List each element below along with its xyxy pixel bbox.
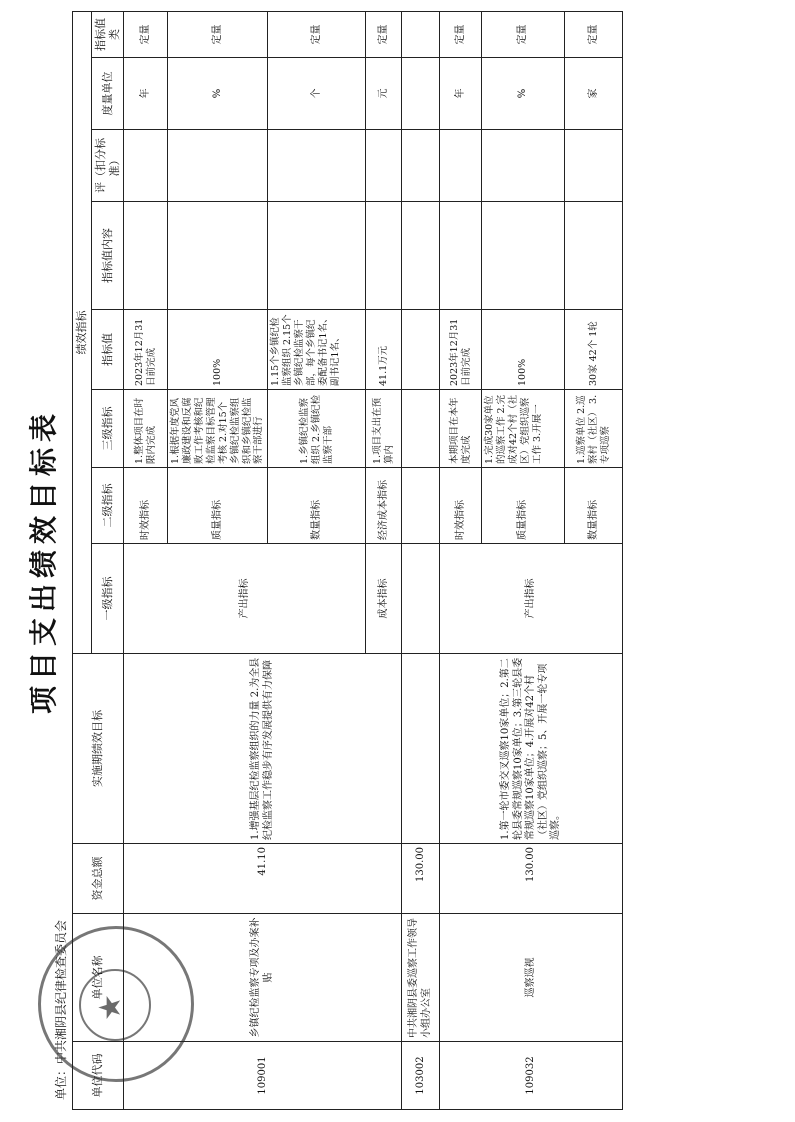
p1-r1-lvl3: 1.整体项目在时限内完成 [124, 390, 168, 468]
p1-r3-lvl3: 1.乡镇纪检监察组织 2.乡镇纪检监察干部 [268, 390, 366, 468]
p3-r1-unit: 年 [440, 58, 482, 130]
header-score: 评（扣分标准） [91, 130, 124, 202]
p3-r3-content [565, 202, 623, 310]
unit-label: 单位： [54, 1063, 68, 1100]
p3-r2-score [482, 130, 565, 202]
header-lvl2: 二级指标 [91, 468, 124, 544]
table-row [440, 12, 482, 1110]
p1-goal: 1.增强基层纪检监察组织的力量 2.为全县纪检监察工作稳步有序发展提供有力保障 [124, 654, 402, 844]
p3-r1-type: 定量 [440, 12, 482, 58]
p1-r2-unit: % [168, 58, 268, 130]
p3-r1-content [440, 202, 482, 310]
unit-name: 中共湘阴县纪律检查委员会 [54, 919, 68, 1064]
p1-r4-type: 定量 [366, 12, 402, 58]
p1-r1-type: 定量 [124, 12, 168, 58]
p1-lvl1-output: 产出指标 [124, 544, 366, 654]
p3-r1-lvl2: 时效指标 [440, 468, 482, 544]
p1-r1-content [124, 202, 168, 310]
header-type: 指标值类 [91, 12, 124, 58]
p3-r3-unit: 家 [565, 58, 623, 130]
p1-r1-lvl2: 时效指标 [124, 468, 168, 544]
p3-r3-lvl3: 1.巡察单位 2.巡察村（社区） 3.专项巡察 [565, 390, 623, 468]
header-lvl1: 一级指标 [91, 544, 124, 654]
header-perf: 绩效指标 [73, 12, 92, 654]
p1-r4-unit: 元 [366, 58, 402, 130]
p1-r3-content [268, 202, 366, 310]
p3-r2-value: 100% [482, 310, 565, 390]
p1-lvl1-cost: 成本指标 [366, 544, 402, 654]
p3-r1-value: 2023年12月31日前完成 [440, 310, 482, 390]
header-value: 指标值 [91, 310, 124, 390]
header-name: 单位名称 [73, 914, 124, 1042]
page-title: 项目支出绩效目标表 [27, 408, 60, 715]
p1-r3-type: 定量 [268, 12, 366, 58]
p1-r3-value: 1.15个乡镇纪检监察组织 2.15个乡镇纪检监察干部，每个乡镇纪委配备书记1名、副书记1名、 [268, 310, 366, 390]
p2-code: 103002 [402, 1042, 440, 1110]
p3-r3-type: 定量 [565, 12, 623, 58]
p3-r3-value: 30家 42个 1轮 [565, 310, 623, 390]
p1-r1-unit: 年 [124, 58, 168, 130]
p1-r2-lvl2: 质量指标 [168, 468, 268, 544]
p3-r2-lvl2: 质量指标 [482, 468, 565, 544]
p3-r1-score [440, 130, 482, 202]
header-measure: 度量单位 [91, 58, 124, 130]
header-total: 资金总额 [73, 844, 124, 914]
header-goal: 实施期绩效目标 [73, 654, 124, 844]
p3-code: 109032 [440, 1042, 623, 1110]
p1-name: 乡镇纪检监察专项及办案补贴 [124, 914, 402, 1042]
p1-r4-score [366, 130, 402, 202]
p1-r4-lvl2: 经济成本指标 [366, 468, 402, 544]
header-content: 指标值内容 [91, 202, 124, 310]
performance-table [72, 11, 623, 1110]
p1-r3-unit: 个 [268, 58, 366, 130]
seal-star-icon: ★ [93, 994, 128, 1021]
p3-r2-content [482, 202, 565, 310]
p3-r2-type: 定量 [482, 12, 565, 58]
p3-lvl1-output: 产出指标 [440, 544, 623, 654]
p2-name: 中共湘阴县委巡察工作领导小组办公室 [402, 914, 440, 1042]
p1-r2-value: 100% [168, 310, 268, 390]
p3-r2-unit: % [482, 58, 565, 130]
p3-name: 巡察巡视 [440, 914, 623, 1042]
p1-r4-value: 41.1万元 [366, 310, 402, 390]
header-lvl3: 三级指标 [91, 390, 124, 468]
p1-r4-content [366, 202, 402, 310]
p1-r3-lvl2: 数量指标 [268, 468, 366, 544]
p1-amount: 41.10 [124, 844, 402, 914]
p1-r2-lvl3: 1.根据年度党风廉政建设和反腐败工作考核和纪检监察目标管理考核 2.对15个乡镇纪检监察组织和乡镇纪检监察干部进行 [168, 390, 268, 468]
p3-r2-lvl3: 1.完成30家单位的巡察工作 2.完成对42个村（社区）党组织巡察工作 3.开展一 [482, 390, 565, 468]
p3-r3-score [565, 130, 623, 202]
table-row [124, 12, 168, 1110]
p1-r2-type: 定量 [168, 12, 268, 58]
header-code: 单位代码 [73, 1042, 124, 1110]
p3-amount: 130.00 [440, 844, 623, 914]
p1-r3-score [268, 130, 366, 202]
p1-r1-value: 2023年12月31日前完成 [124, 310, 168, 390]
p3-r3-lvl2: 数量指标 [565, 468, 623, 544]
header-row-1 [73, 12, 92, 1110]
p1-code: 109001 [124, 1042, 402, 1110]
p1-r1-score [124, 130, 168, 202]
p2-amount: 130.00 [402, 844, 440, 914]
p1-r2-content [168, 202, 268, 310]
p1-r4-lvl3: 1.项目支出在预算内 [366, 390, 402, 468]
p3-r1-lvl3: 本期项目在本年度完成 [440, 390, 482, 468]
p3-goal: 1.第一轮市委交叉巡察10家单位；2.第二轮县委常规巡察10家单位；3.第三轮县委常规巡察10家单位；4.开展对42个村（社区）党组织巡察；5、开展一轮专项巡察。 [440, 654, 623, 844]
table-row [402, 12, 440, 1110]
p1-r2-score [168, 130, 268, 202]
